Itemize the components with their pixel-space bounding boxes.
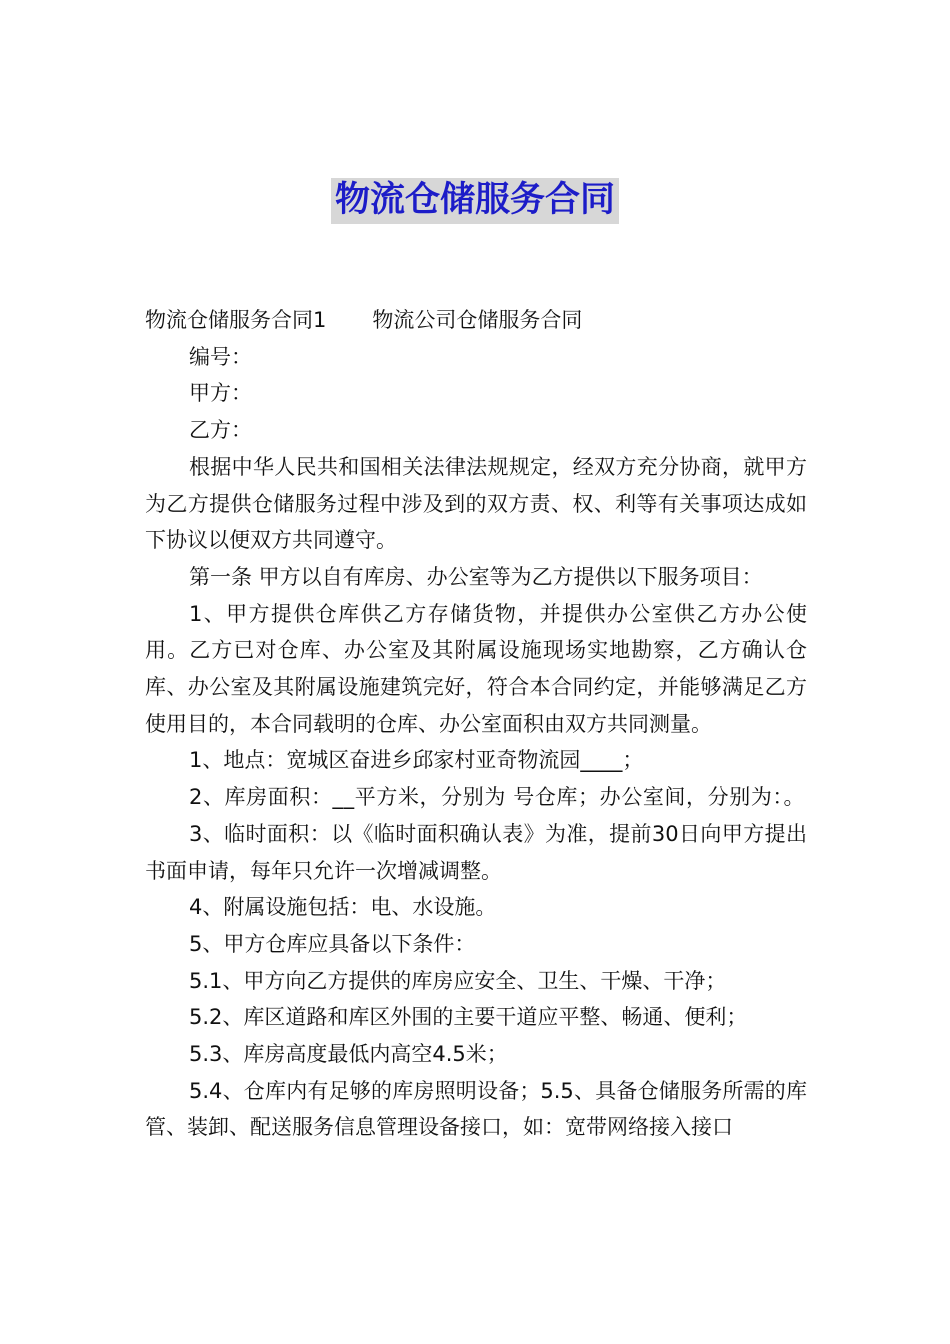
clause-warehouse-area: 2、库房面积：__平方米，分别为 号仓库；办公室间，分别为：。 <box>189 785 806 810</box>
clause-5-4: 5.4、仓库内有足够的库房照明设备；5.5、具备仓储服务所需的库管、装卸、配送服务信息管理设备接口，如：宽带网络接入接口 <box>145 1078 807 1140</box>
field-number: 编号： <box>189 344 252 369</box>
clause-5-3: 5.3、库房高度最低内高空4.5米； <box>189 1042 508 1067</box>
header-line <box>145 302 807 339</box>
document-title: 物流仓储服务合同 <box>331 178 619 224</box>
header-right: 物流公司仓储服务合同 <box>372 308 583 332</box>
clause-facilities: 4、附属设施包括：电、水设施。 <box>189 895 497 920</box>
clause-1-paragraph: 1、甲方提供仓库供乙方存储货物，并提供办公室供乙方办公使用。乙方已对仓库、办公室及其附属设施现场实地勘察，乙方确认仓库、办公室及其附属设施建筑完好，符合本合同约定，并能够满足乙方使用目的，本合同载明的仓库、办公室面积由双方共同测量。 <box>145 601 807 736</box>
clause-temporary-area: 3、临时面积：以《临时面积确认表》为准，提前30日向甲方提出书面申请，每年只允许一次增减调整。 <box>145 821 807 883</box>
clause-5-2: 5.2、库区道路和库区外围的主要干道应平整、畅通、便利； <box>189 1005 748 1030</box>
field-party-a: 甲方： <box>189 381 252 406</box>
article-1-heading: 第一条 甲方以自有库房、办公室等为乙方提供以下服务项目： <box>189 564 763 589</box>
clause-location: 1、地点：宽城区奋进乡邱家村亚奇物流园____； <box>189 748 644 773</box>
clause-5-1: 5.1、甲方向乙方提供的库房应安全、卫生、干燥、干净； <box>189 968 727 993</box>
preamble-paragraph: 根据中华人民共和国相关法律法规规定，经双方充分协商，就甲方为乙方提供仓储服务过程中涉及到的双方责、权、利等有关事项达成如下协议以便双方共同遵守。 <box>145 454 807 553</box>
clause-conditions: 5、甲方仓库应具备以下条件： <box>189 931 476 956</box>
document-body <box>145 302 807 1146</box>
header-left: 物流仓储服务合同1 <box>145 308 327 332</box>
field-party-b: 乙方： <box>189 418 252 443</box>
document-title-block <box>0 178 950 224</box>
